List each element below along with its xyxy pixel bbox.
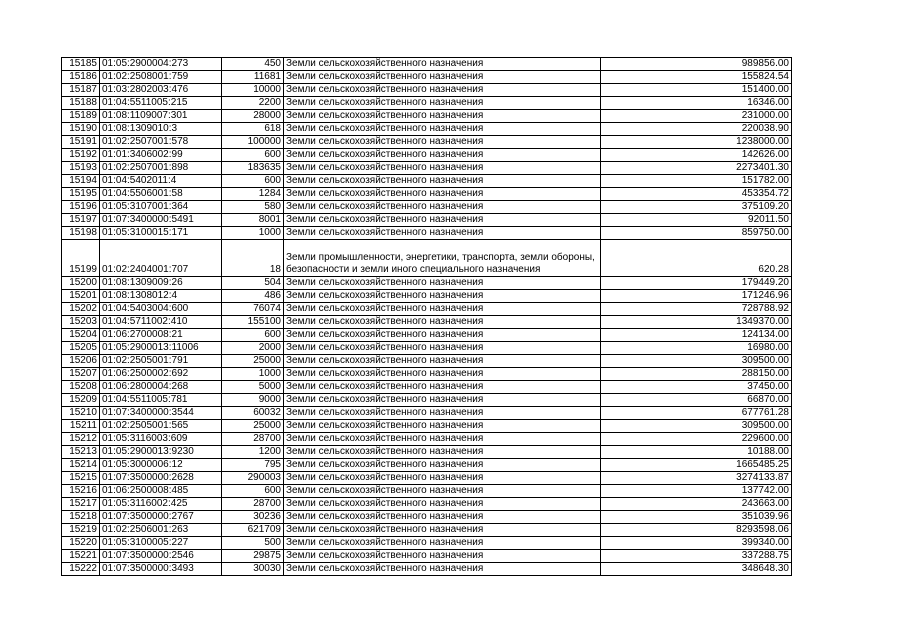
cadastral-value-cell: 231000.00 xyxy=(601,110,792,123)
table-row xyxy=(62,459,792,472)
cadastral-value-cell: 309500.00 xyxy=(601,420,792,433)
cadastral-number-cell: 01:04:5511005:781 xyxy=(100,394,222,407)
area-cell: 30030 xyxy=(222,563,284,576)
area-cell: 621709 xyxy=(222,524,284,537)
row-number-cell: 15193 xyxy=(62,162,100,175)
land-category-cell: Земли сельскохозяйственного назначения xyxy=(284,524,601,537)
land-category-cell: Земли сельскохозяйственного назначения xyxy=(284,290,601,303)
land-category-cell: Земли сельскохозяйственного назначения xyxy=(284,329,601,342)
cadastral-value-cell: 309500.00 xyxy=(601,355,792,368)
area-cell: 155100 xyxy=(222,316,284,329)
cadastral-number-cell: 01:05:3107001:364 xyxy=(100,201,222,214)
table-row xyxy=(62,290,792,303)
row-number-cell: 15190 xyxy=(62,123,100,136)
row-number-cell: 15206 xyxy=(62,355,100,368)
cadastral-number-cell: 01:06:2500002:692 xyxy=(100,368,222,381)
cadastral-value-cell: 399340.00 xyxy=(601,537,792,550)
cadastral-value-cell: 728788.92 xyxy=(601,303,792,316)
table-row xyxy=(62,97,792,110)
land-category-cell: Земли сельскохозяйственного назначения xyxy=(284,342,601,355)
cadastral-value-cell: 859750.00 xyxy=(601,227,792,240)
area-cell: 795 xyxy=(222,459,284,472)
cadastral-value-cell: 989856.00 xyxy=(601,58,792,71)
row-number-cell: 15201 xyxy=(62,290,100,303)
land-category-cell: Земли сельскохозяйственного назначения xyxy=(284,420,601,433)
land-category-cell: Земли сельскохозяйственного назначения xyxy=(284,71,601,84)
table-row xyxy=(62,537,792,550)
table-row xyxy=(62,110,792,123)
area-cell: 1000 xyxy=(222,368,284,381)
row-number-cell: 15192 xyxy=(62,149,100,162)
cadastral-value-cell: 348648.30 xyxy=(601,563,792,576)
row-number-cell: 15205 xyxy=(62,342,100,355)
cadastral-value-cell: 351039.96 xyxy=(601,511,792,524)
land-category-cell: Земли сельскохозяйственного назначения xyxy=(284,303,601,316)
area-cell: 18 xyxy=(222,240,284,277)
cadastral-number-cell: 01:06:2500008:485 xyxy=(100,485,222,498)
cadastral-number-cell: 01:05:2900013:11006 xyxy=(100,342,222,355)
row-number-cell: 15204 xyxy=(62,329,100,342)
cadastral-value-cell: 1349370.00 xyxy=(601,316,792,329)
row-number-cell: 15208 xyxy=(62,381,100,394)
area-cell: 504 xyxy=(222,277,284,290)
area-cell: 25000 xyxy=(222,355,284,368)
table-row xyxy=(62,446,792,459)
row-number-cell: 15185 xyxy=(62,58,100,71)
area-cell: 580 xyxy=(222,201,284,214)
area-cell: 2200 xyxy=(222,97,284,110)
table-row xyxy=(62,433,792,446)
area-cell: 28700 xyxy=(222,433,284,446)
table-row xyxy=(62,355,792,368)
area-cell: 450 xyxy=(222,58,284,71)
cadastral-number-cell: 01:05:3116003:609 xyxy=(100,433,222,446)
area-cell: 28000 xyxy=(222,110,284,123)
cadastral-value-cell: 155824.54 xyxy=(601,71,792,84)
cadastral-value-cell: 124134.00 xyxy=(601,329,792,342)
area-cell: 25000 xyxy=(222,420,284,433)
land-category-cell: Земли сельскохозяйственного назначения xyxy=(284,368,601,381)
cadastral-value-cell: 16980.00 xyxy=(601,342,792,355)
land-category-cell: Земли сельскохозяйственного назначения xyxy=(284,110,601,123)
row-number-cell: 15203 xyxy=(62,316,100,329)
row-number-cell: 15186 xyxy=(62,71,100,84)
land-category-cell: Земли сельскохозяйственного назначения xyxy=(284,58,601,71)
cadastral-value-cell: 620.28 xyxy=(601,240,792,277)
cadastral-value-cell: 10188.00 xyxy=(601,446,792,459)
table-row xyxy=(62,563,792,576)
land-category-cell: Земли сельскохозяйственного назначения xyxy=(284,537,601,550)
row-number-cell: 15218 xyxy=(62,511,100,524)
land-category-cell: Земли сельскохозяйственного назначения xyxy=(284,136,601,149)
cadastral-number-cell: 01:05:3100015:171 xyxy=(100,227,222,240)
area-cell: 5000 xyxy=(222,381,284,394)
land-category-cell: Земли сельскохозяйственного назначения xyxy=(284,472,601,485)
row-number-cell: 15219 xyxy=(62,524,100,537)
land-category-cell: Земли сельскохозяйственного назначения xyxy=(284,459,601,472)
cadastral-number-cell: 01:02:2506001:263 xyxy=(100,524,222,537)
land-category-cell: Земли сельскохозяйственного назначения xyxy=(284,162,601,175)
area-cell: 30236 xyxy=(222,511,284,524)
table-row xyxy=(62,472,792,485)
row-number-cell: 15213 xyxy=(62,446,100,459)
cadastral-number-cell: 01:03:2802003:476 xyxy=(100,84,222,97)
cadastral-number-cell: 01:08:1109007:301 xyxy=(100,110,222,123)
table-row xyxy=(62,303,792,316)
table-row xyxy=(62,524,792,537)
cadastral-value-cell: 375109.20 xyxy=(601,201,792,214)
area-cell: 28700 xyxy=(222,498,284,511)
cadastral-number-cell: 01:08:1309010:3 xyxy=(100,123,222,136)
land-category-cell: Земли сельскохозяйственного назначения xyxy=(284,84,601,97)
row-number-cell: 15198 xyxy=(62,227,100,240)
area-cell: 183635 xyxy=(222,162,284,175)
row-number-cell: 15211 xyxy=(62,420,100,433)
cadastral-number-cell: 01:04:5506001:58 xyxy=(100,188,222,201)
cadastral-number-cell: 01:07:3400000:3544 xyxy=(100,407,222,420)
area-cell: 618 xyxy=(222,123,284,136)
row-number-cell: 15199 xyxy=(62,240,100,277)
area-cell: 11681 xyxy=(222,71,284,84)
land-category-cell: Земли сельскохозяйственного назначения xyxy=(284,227,601,240)
cadastral-number-cell: 01:02:2508001:759 xyxy=(100,71,222,84)
cadastral-number-cell: 01:07:3500000:3493 xyxy=(100,563,222,576)
cadastral-number-cell: 01:05:2900013:9230 xyxy=(100,446,222,459)
table-row xyxy=(62,550,792,563)
table-row xyxy=(62,123,792,136)
cadastral-value-cell: 229600.00 xyxy=(601,433,792,446)
table-row xyxy=(62,329,792,342)
land-category-cell: Земли сельскохозяйственного назначения xyxy=(284,214,601,227)
table-row xyxy=(62,240,792,277)
cadastral-number-cell: 01:04:5403004:600 xyxy=(100,303,222,316)
land-category-cell: Земли сельскохозяйственного назначения xyxy=(284,563,601,576)
cadastral-value-cell: 1238000.00 xyxy=(601,136,792,149)
row-number-cell: 15187 xyxy=(62,84,100,97)
cadastral-number-cell: 01:02:2505001:565 xyxy=(100,420,222,433)
cadastral-number-cell: 01:07:3500000:2767 xyxy=(100,511,222,524)
area-cell: 500 xyxy=(222,537,284,550)
cadastral-number-cell: 01:06:2700008:21 xyxy=(100,329,222,342)
area-cell: 10000 xyxy=(222,84,284,97)
cadastral-number-cell: 01:05:3000006:12 xyxy=(100,459,222,472)
land-category-cell: Земли сельскохозяйственного назначения xyxy=(284,407,601,420)
area-cell: 600 xyxy=(222,175,284,188)
area-cell: 29875 xyxy=(222,550,284,563)
cadastral-value-cell: 337288.75 xyxy=(601,550,792,563)
land-category-cell: Земли сельскохозяйственного назначения xyxy=(284,381,601,394)
land-category-cell: Земли сельскохозяйственного назначения xyxy=(284,511,601,524)
area-cell: 1200 xyxy=(222,446,284,459)
land-category-cell: Земли сельскохозяйственного назначения xyxy=(284,498,601,511)
table-row xyxy=(62,227,792,240)
table-row xyxy=(62,368,792,381)
row-number-cell: 15196 xyxy=(62,201,100,214)
area-cell: 100000 xyxy=(222,136,284,149)
table-row xyxy=(62,381,792,394)
row-number-cell: 15202 xyxy=(62,303,100,316)
area-cell: 290003 xyxy=(222,472,284,485)
land-category-cell: Земли сельскохозяйственного назначения xyxy=(284,123,601,136)
cadastral-number-cell: 01:04:5711002:410 xyxy=(100,316,222,329)
cadastral-value-cell: 8293598.06 xyxy=(601,524,792,537)
land-category-cell: Земли сельскохозяйственного назначения xyxy=(284,277,601,290)
cadastral-number-cell: 01:05:3116002:425 xyxy=(100,498,222,511)
cadastral-number-cell: 01:07:3500000:2546 xyxy=(100,550,222,563)
area-cell: 600 xyxy=(222,485,284,498)
cadastral-value-cell: 151782.00 xyxy=(601,175,792,188)
table-row xyxy=(62,316,792,329)
table-row xyxy=(62,136,792,149)
row-number-cell: 15197 xyxy=(62,214,100,227)
cadastral-value-cell: 220038.90 xyxy=(601,123,792,136)
table-body xyxy=(62,58,792,576)
cadastral-number-cell: 01:08:1308012:4 xyxy=(100,290,222,303)
cadastral-value-cell: 37450.00 xyxy=(601,381,792,394)
table-row xyxy=(62,58,792,71)
cadastral-value-cell: 16346.00 xyxy=(601,97,792,110)
cadastral-value-cell: 179449.20 xyxy=(601,277,792,290)
cadastral-number-cell: 01:02:2505001:791 xyxy=(100,355,222,368)
table-row xyxy=(62,420,792,433)
row-number-cell: 15221 xyxy=(62,550,100,563)
row-number-cell: 15195 xyxy=(62,188,100,201)
cadastral-value-cell: 92011.50 xyxy=(601,214,792,227)
area-cell: 76074 xyxy=(222,303,284,316)
area-cell: 1000 xyxy=(222,227,284,240)
row-number-cell: 15188 xyxy=(62,97,100,110)
land-category-cell: Земли сельскохозяйственного назначения xyxy=(284,201,601,214)
row-number-cell: 15191 xyxy=(62,136,100,149)
row-number-cell: 15214 xyxy=(62,459,100,472)
cadastral-value-cell: 453354.72 xyxy=(601,188,792,201)
cadastral-value-cell: 142626.00 xyxy=(601,149,792,162)
table-row xyxy=(62,201,792,214)
table-row xyxy=(62,511,792,524)
table-row xyxy=(62,498,792,511)
cadastral-value-cell: 171246.96 xyxy=(601,290,792,303)
cadastral-number-cell: 01:08:1309009:26 xyxy=(100,277,222,290)
row-number-cell: 15194 xyxy=(62,175,100,188)
row-number-cell: 15200 xyxy=(62,277,100,290)
area-cell: 1284 xyxy=(222,188,284,201)
land-category-cell: Земли сельскохозяйственного назначения xyxy=(284,394,601,407)
cadastral-value-cell: 288150.00 xyxy=(601,368,792,381)
cadastral-number-cell: 01:05:2900004:273 xyxy=(100,58,222,71)
cadastral-number-cell: 01:02:2404001:707 xyxy=(100,240,222,277)
cadastral-value-cell: 1665485.25 xyxy=(601,459,792,472)
row-number-cell: 15222 xyxy=(62,563,100,576)
cadastral-number-cell: 01:04:5402011:4 xyxy=(100,175,222,188)
cadastral-number-cell: 01:07:3500000:2628 xyxy=(100,472,222,485)
land-category-cell: Земли сельскохозяйственного назначения xyxy=(284,175,601,188)
row-number-cell: 15215 xyxy=(62,472,100,485)
table-row xyxy=(62,214,792,227)
land-category-cell: Земли сельскохозяйственного назначения xyxy=(284,97,601,110)
cadastral-value-cell: 2273401.30 xyxy=(601,162,792,175)
row-number-cell: 15210 xyxy=(62,407,100,420)
cadastral-number-cell: 01:04:5511005:215 xyxy=(100,97,222,110)
area-cell: 9000 xyxy=(222,394,284,407)
land-category-cell: Земли сельскохозяйственного назначения xyxy=(284,355,601,368)
row-number-cell: 15189 xyxy=(62,110,100,123)
area-cell: 2000 xyxy=(222,342,284,355)
cadastral-number-cell: 01:02:2507001:898 xyxy=(100,162,222,175)
land-category-cell: Земли промышленности, энергетики, транспорта, земли обороны, безопасности и земли иного специального назначения xyxy=(284,240,601,277)
land-category-cell: Земли сельскохозяйственного назначения xyxy=(284,316,601,329)
table-row xyxy=(62,84,792,97)
table-row xyxy=(62,149,792,162)
land-category-cell: Земли сельскохозяйственного назначения xyxy=(284,433,601,446)
area-cell: 8001 xyxy=(222,214,284,227)
cadastral-number-cell: 01:05:3100005:227 xyxy=(100,537,222,550)
table-row xyxy=(62,71,792,84)
row-number-cell: 15220 xyxy=(62,537,100,550)
row-number-cell: 15212 xyxy=(62,433,100,446)
table-row xyxy=(62,162,792,175)
row-number-cell: 15209 xyxy=(62,394,100,407)
table-row xyxy=(62,394,792,407)
table-row xyxy=(62,342,792,355)
row-number-cell: 15216 xyxy=(62,485,100,498)
land-category-cell: Земли сельскохозяйственного назначения xyxy=(284,149,601,162)
cadastral-number-cell: 01:01:3406002:99 xyxy=(100,149,222,162)
cadastral-value-cell: 3274133.87 xyxy=(601,472,792,485)
table-row xyxy=(62,175,792,188)
table-row xyxy=(62,277,792,290)
row-number-cell: 15207 xyxy=(62,368,100,381)
cadastral-value-cell: 137742.00 xyxy=(601,485,792,498)
area-cell: 600 xyxy=(222,149,284,162)
row-number-cell: 15217 xyxy=(62,498,100,511)
area-cell: 486 xyxy=(222,290,284,303)
area-cell: 60032 xyxy=(222,407,284,420)
land-parcels-table xyxy=(61,57,792,576)
cadastral-value-cell: 66870.00 xyxy=(601,394,792,407)
table-row xyxy=(62,188,792,201)
land-category-cell: Земли сельскохозяйственного назначения xyxy=(284,485,601,498)
land-category-cell: Земли сельскохозяйственного назначения xyxy=(284,446,601,459)
table-row xyxy=(62,485,792,498)
land-category-cell: Земли сельскохозяйственного назначения xyxy=(284,188,601,201)
area-cell: 600 xyxy=(222,329,284,342)
cadastral-value-cell: 677761.28 xyxy=(601,407,792,420)
land-category-cell: Земли сельскохозяйственного назначения xyxy=(284,550,601,563)
cadastral-value-cell: 151400.00 xyxy=(601,84,792,97)
cadastral-number-cell: 01:07:3400000:5491 xyxy=(100,214,222,227)
cadastral-number-cell: 01:02:2507001:578 xyxy=(100,136,222,149)
cadastral-number-cell: 01:06:2800004:268 xyxy=(100,381,222,394)
table-row xyxy=(62,407,792,420)
cadastral-value-cell: 243663.00 xyxy=(601,498,792,511)
